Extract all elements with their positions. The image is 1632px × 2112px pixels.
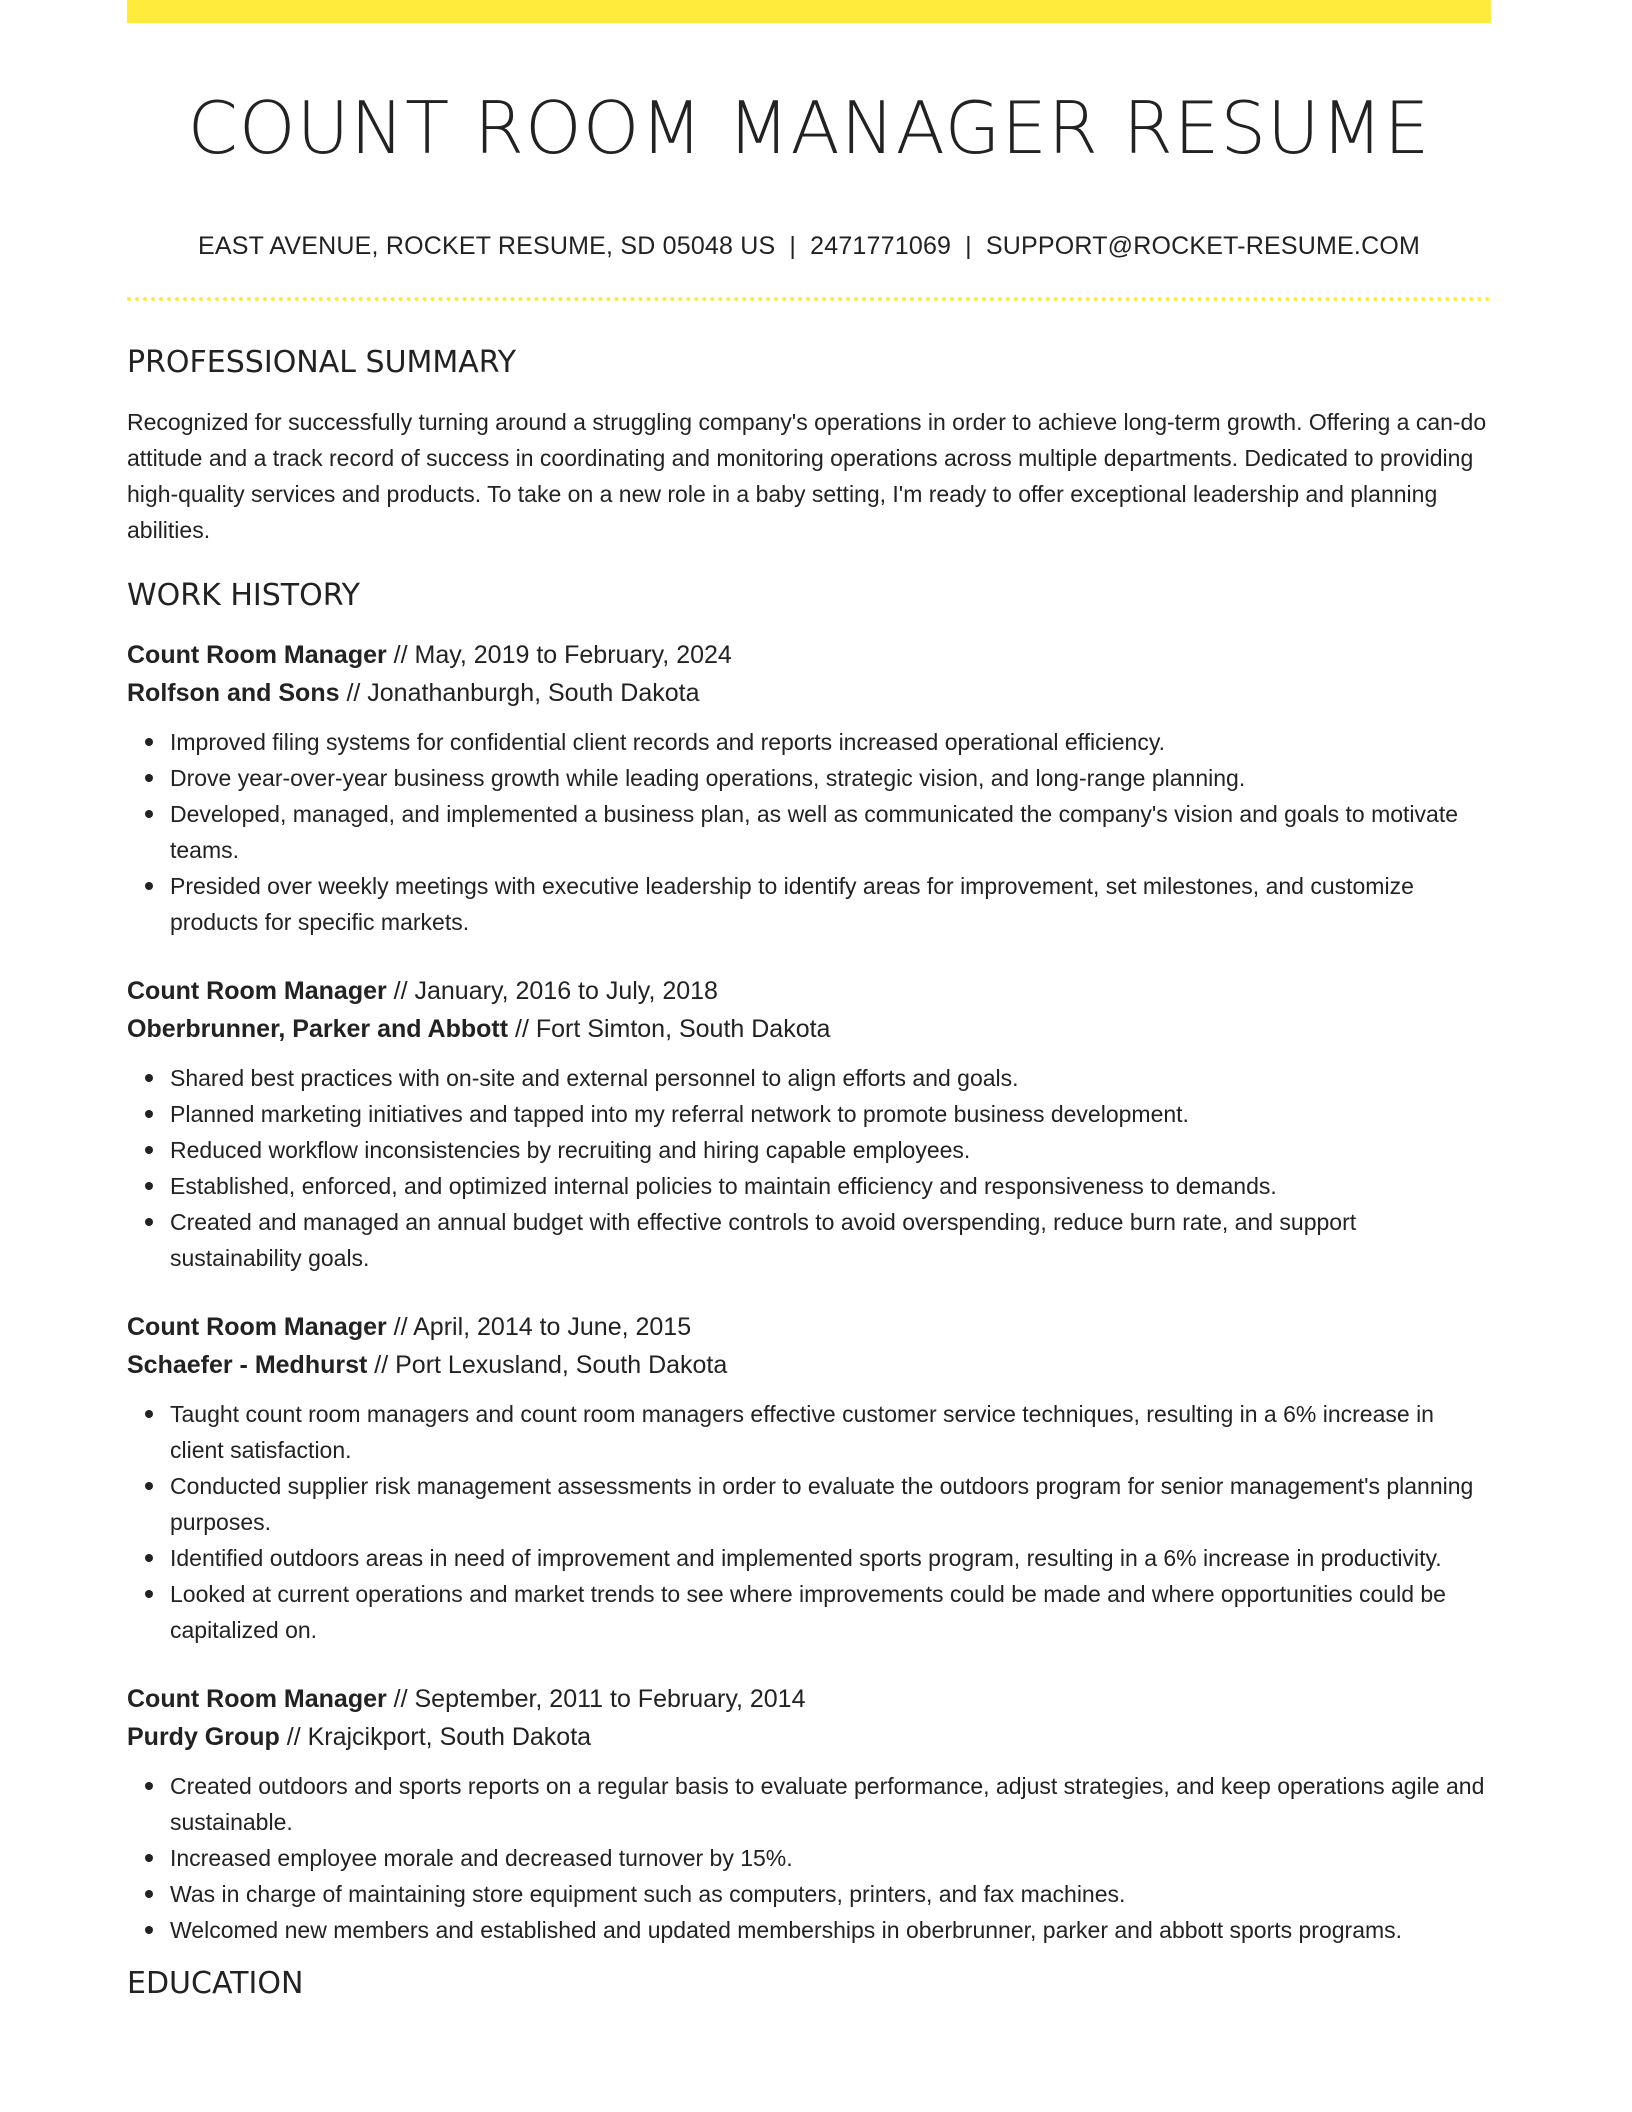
job-bullet: Drove year-over-year business growth while leading operations, strategic vision, and long-range planning.: [170, 760, 1491, 796]
job-entry: [127, 972, 1491, 1276]
contact-phone: 2471771069: [810, 232, 952, 260]
page-title: COUNT ROOM MANAGER RESUME: [187, 86, 1431, 170]
contact-line: [127, 232, 1491, 261]
job-entry: [127, 636, 1491, 940]
job-bullet: Identified outdoors areas in need of improvement and implemented sports program, resulting in a 6% increase in productivity.: [170, 1540, 1491, 1576]
job-location: // Jonathanburgh, South Dakota: [339, 679, 700, 707]
contact-separator: |: [965, 232, 972, 260]
job-location: // Port Lexusland, South Dakota: [367, 1351, 728, 1379]
job-bullet: Reduced workflow inconsistencies by recruiting and hiring capable employees.: [170, 1132, 1491, 1168]
contact-separator: |: [789, 232, 797, 260]
summary-heading: PROFESSIONAL SUMMARY: [127, 345, 517, 380]
work-history-heading: WORK HISTORY: [127, 578, 360, 613]
job-bullet: Created and managed an annual budget with effective controls to avoid overspending, reduce burn rate, and support sustainability goals.: [170, 1204, 1491, 1276]
resume-page: [127, 0, 1491, 2002]
job-company: Purdy Group: [127, 1723, 280, 1751]
job-entry: [127, 1308, 1491, 1648]
contact-address: EAST AVENUE, ROCKET RESUME, SD 05048 US: [197, 232, 776, 260]
job-company: Oberbrunner, Parker and Abbott: [127, 1015, 509, 1043]
job-location: // Fort Simton, South Dakota: [508, 1015, 831, 1043]
job-company-line: [127, 1010, 1491, 1048]
job-bullet: Increased employee morale and decreased turnover by 15%.: [170, 1840, 1491, 1876]
job-dates: // September, 2011 to February, 2014: [386, 1685, 806, 1713]
job-location: // Krajcikport, South Dakota: [279, 1723, 592, 1751]
job-title-line: [127, 1308, 1491, 1346]
job-bullet: Shared best practices with on-site and external personnel to align efforts and goals.: [170, 1060, 1491, 1096]
education-heading: EDUCATION: [127, 1966, 304, 2001]
job-title: Count Room Manager: [127, 1313, 387, 1341]
job-entry: [127, 1680, 1491, 1948]
job-bullet: Welcomed new members and established and updated memberships in oberbrunner, parker and abbott sports programs.: [170, 1912, 1491, 1948]
job-bullet-list: [127, 1768, 1491, 1948]
dotted-divider: [127, 297, 1491, 301]
job-company: Rolfson and Sons: [127, 679, 340, 707]
summary-text: Recognized for successfully turning around a struggling company's operations in order to achieve long-term growth. Offering a can-do attitude and a track record of success in coordinating and monitoring operations across multiple departments. Dedicated to providing high-quality services and products. To take on a new role in a baby setting, I'm ready to offer exceptional leadership and planning abilities.: [127, 409, 1487, 543]
job-bullet: Taught count room managers and count room managers effective customer service techniques, resulting in a 6% increase in client satisfaction.: [170, 1396, 1491, 1468]
job-title: Count Room Manager: [127, 1685, 387, 1713]
job-bullet: Created outdoors and sports reports on a regular basis to evaluate performance, adjust strategies, and keep operations agile and sustainable.: [170, 1768, 1491, 1840]
job-dates: // April, 2014 to June, 2015: [386, 1313, 692, 1341]
job-company: Schaefer - Medhurst: [127, 1351, 368, 1379]
job-title-line: [127, 636, 1491, 674]
job-title: Count Room Manager: [127, 977, 387, 1005]
accent-top-bar: [127, 0, 1491, 23]
job-bullet: Presided over weekly meetings with executive leadership to identify areas for improvement, set milestones, and customize products for specific markets.: [170, 868, 1491, 940]
job-bullet: Looked at current operations and market trends to see where improvements could be made and where opportunities could be capitalized on.: [170, 1576, 1491, 1648]
job-bullet: Planned marketing initiatives and tapped into my referral network to promote business development.: [170, 1096, 1491, 1132]
job-bullet-list: [127, 1396, 1491, 1648]
job-company-line: [127, 1346, 1491, 1384]
job-bullet-list: [127, 1060, 1491, 1276]
job-dates: // January, 2016 to July, 2018: [386, 977, 718, 1005]
job-bullet: Conducted supplier risk management assessments in order to evaluate the outdoors program for senior management's planning purposes.: [170, 1468, 1491, 1540]
job-title: Count Room Manager: [127, 641, 387, 669]
job-bullet-list: [127, 724, 1491, 940]
job-bullet: Was in charge of maintaining store equipment such as computers, printers, and fax machines.: [170, 1876, 1491, 1912]
job-title-line: [127, 972, 1491, 1010]
job-title-line: [127, 1680, 1491, 1718]
job-dates: // May, 2019 to February, 2024: [386, 641, 732, 669]
job-bullet: Improved filing systems for confidential client records and reports increased operational efficiency.: [170, 724, 1491, 760]
job-company-line: [127, 1718, 1491, 1756]
job-bullet: Established, enforced, and optimized internal policies to maintain efficiency and responsiveness to demands.: [170, 1168, 1491, 1204]
job-company-line: [127, 674, 1491, 712]
job-bullet: Developed, managed, and implemented a business plan, as well as communicated the company's vision and goals to motivate teams.: [170, 796, 1491, 868]
contact-email: SUPPORT@ROCKET-RESUME.COM: [985, 232, 1421, 260]
